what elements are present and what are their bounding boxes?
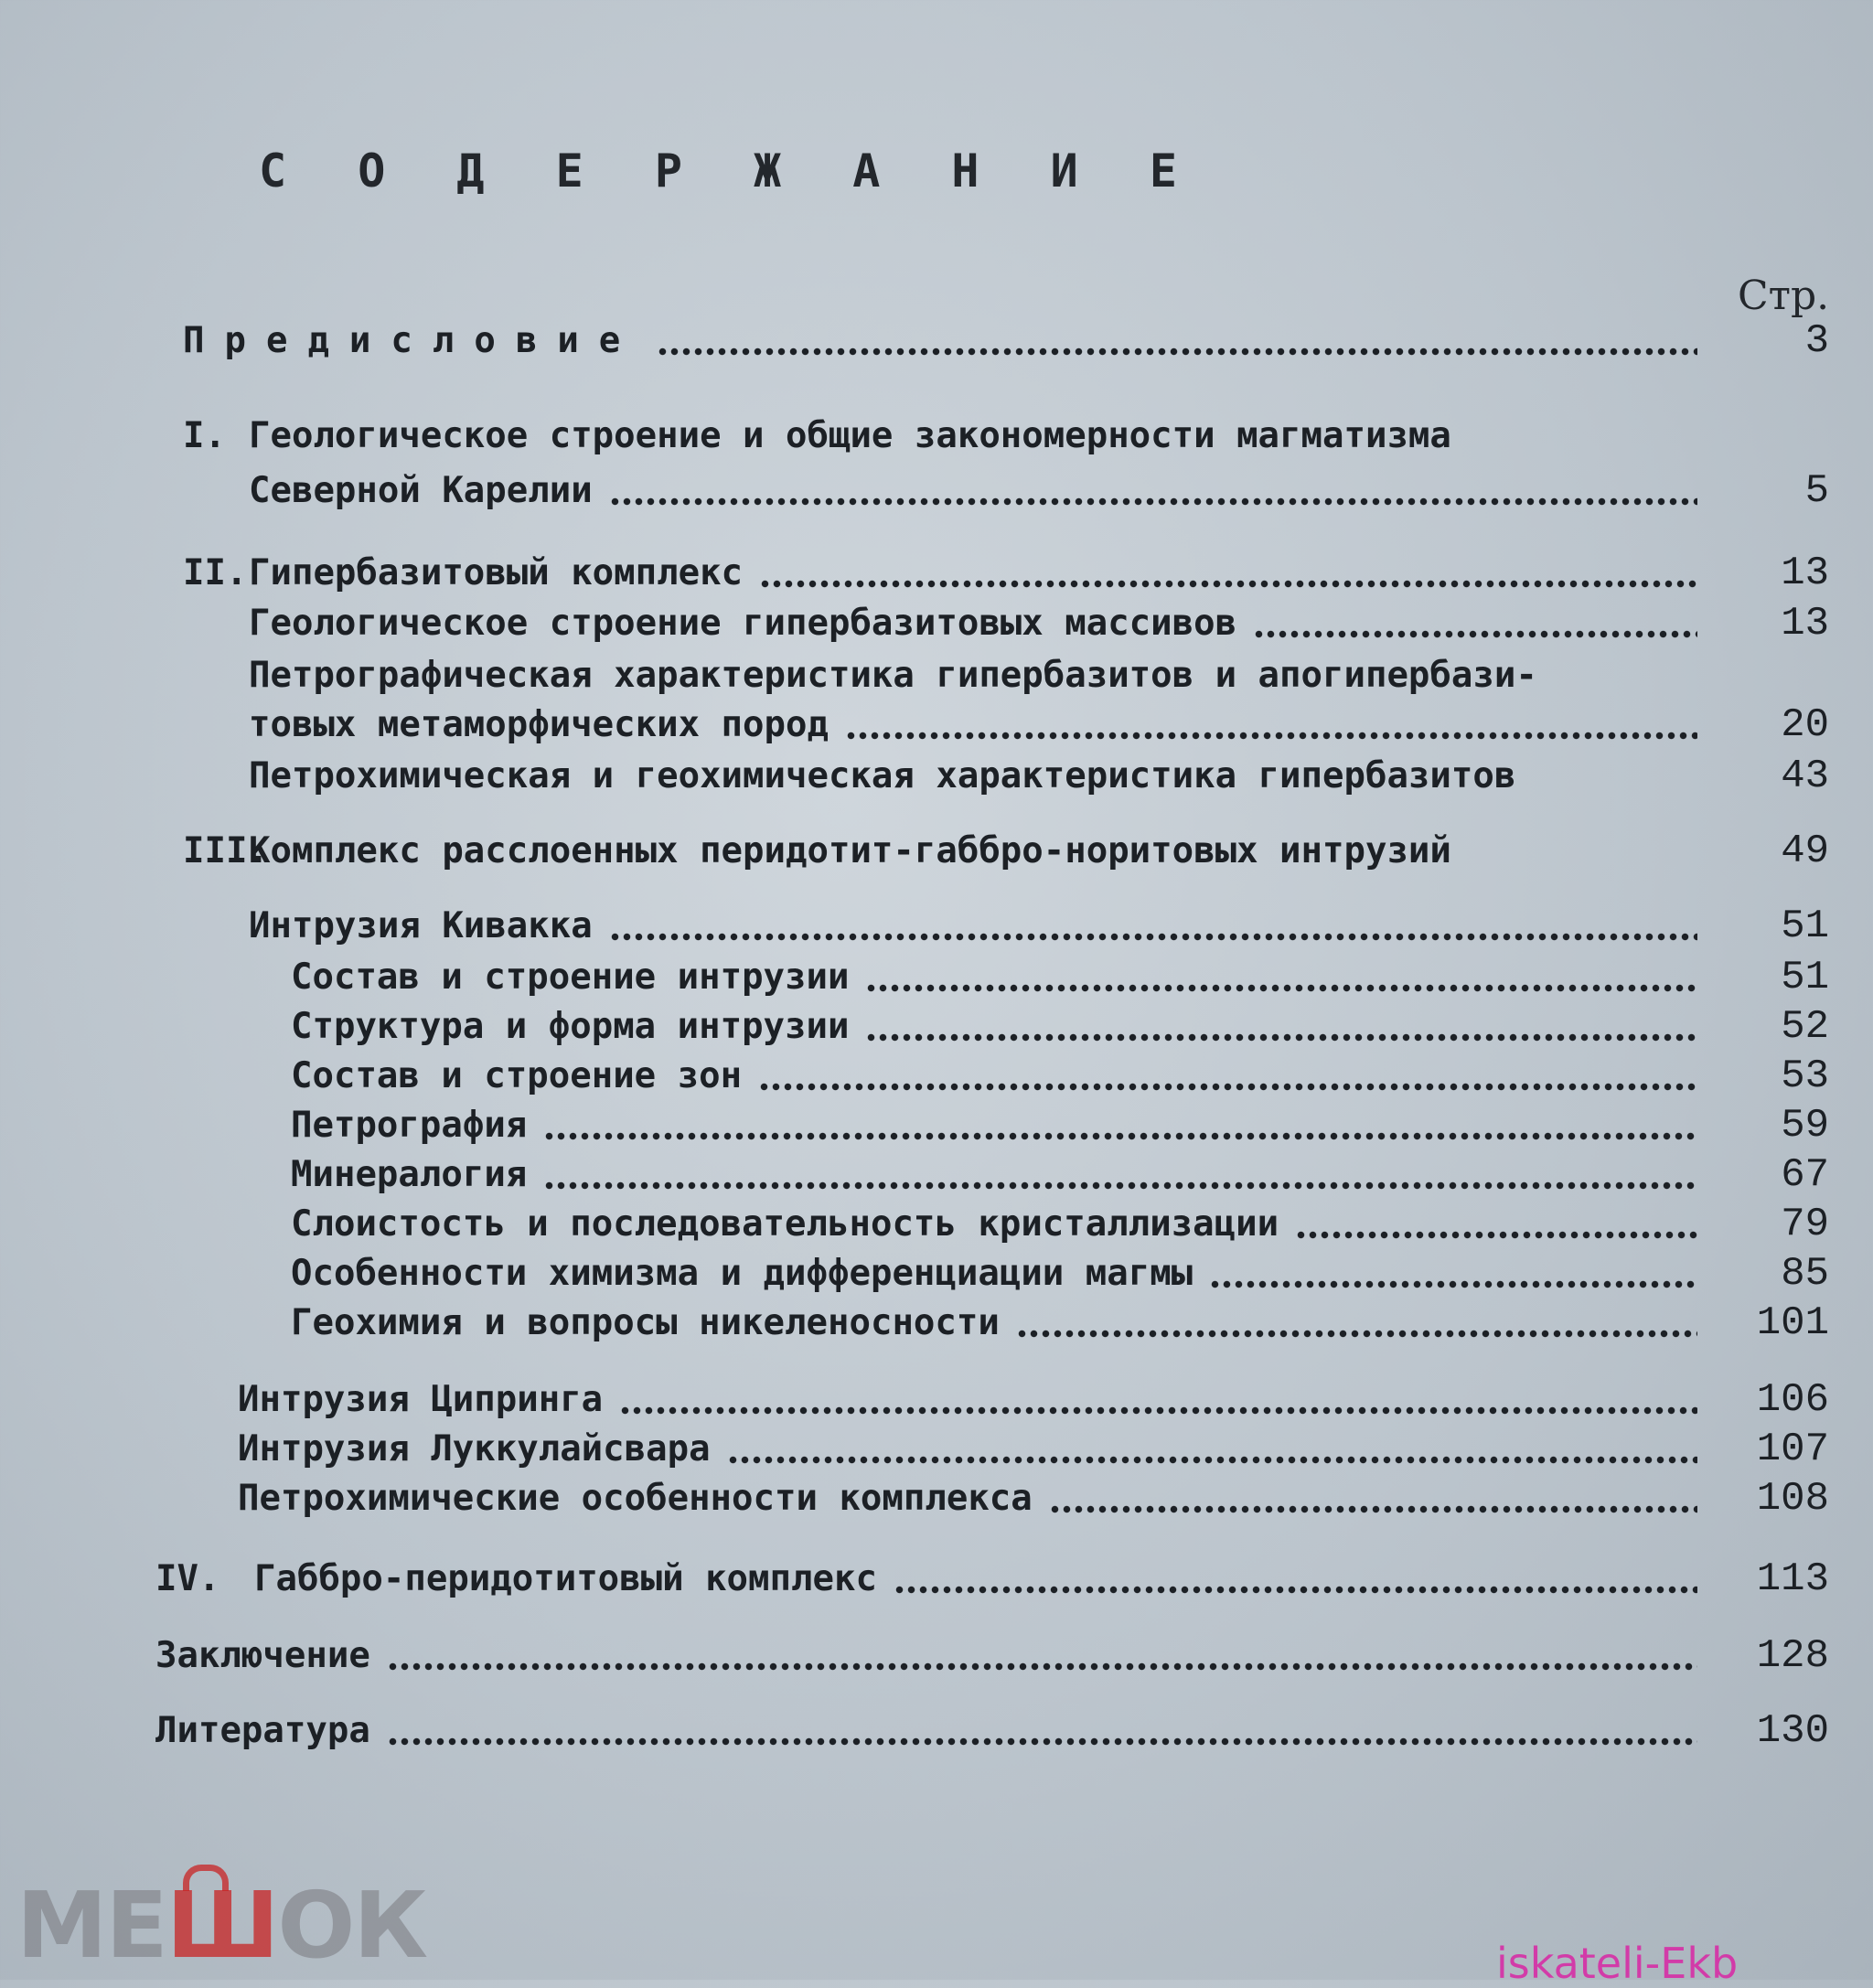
dot-leader (759, 580, 1697, 588)
toc-entry-chapter-4 (155, 1555, 1829, 1604)
toc-entry-title-continued: товых метаморфических пород (249, 704, 829, 745)
toc-page-number: 51 (1781, 955, 1829, 1000)
logo-text-start: МЕ (16, 1871, 166, 1979)
toc-page-number: 5 (1804, 468, 1829, 514)
dot-leader (865, 1033, 1697, 1042)
toc-entry-title: Комплекс расслоенных перидотит-габбро-норитовых интрузий (249, 830, 1451, 871)
chapter-number: I. (183, 415, 226, 456)
dot-leader (619, 1406, 1697, 1415)
toc-entry-title: Слоистость и последовательность кристаллизации (291, 1203, 1279, 1245)
toc-entry-line (249, 651, 1537, 700)
dot-leader (1016, 1330, 1697, 1338)
toc-entry-sub-subsection (291, 1052, 1829, 1101)
dot-leader (865, 984, 1697, 992)
toc-page-number: 79 (1781, 1202, 1829, 1247)
toc-entry-title: Гипербазитовый комплекс (249, 552, 744, 593)
dot-leader (609, 933, 1697, 941)
toc-entry-chapter-3 (183, 827, 1829, 876)
toc-page-number: 13 (1781, 601, 1829, 647)
logo-accent-text: Ш (166, 1871, 278, 1979)
dot-leader (845, 732, 1697, 740)
toc-entry-title: Структура и форма интрузии (291, 1006, 850, 1047)
toc-page-number: 128 (1756, 1633, 1829, 1679)
toc-entry-subsection (238, 1474, 1829, 1523)
dot-leader (1049, 1505, 1697, 1513)
toc-entry-sub-subsection (291, 953, 1829, 1002)
toc-page-number: 85 (1781, 1251, 1829, 1297)
logo-accent-letter (166, 1872, 278, 1979)
toc-entry-subsection (249, 599, 1829, 648)
toc-page-number: 113 (1756, 1556, 1829, 1602)
logo-text-end: ОК (277, 1871, 427, 1979)
bag-handle-icon (183, 1865, 229, 1891)
dot-leader (758, 1083, 1697, 1091)
chapter-number: IV. (155, 1558, 220, 1599)
toc-entry-title: Геохимия и вопросы никеленосности (291, 1302, 1000, 1343)
toc-page-number: 59 (1781, 1103, 1829, 1149)
toc-entry-title: Петрография (291, 1105, 528, 1146)
toc-page-number: 43 (1781, 754, 1829, 799)
dot-leader (894, 1586, 1697, 1594)
toc-entry-title: Состав и строение зон (291, 1055, 743, 1096)
toc-entry-sub-subsection (291, 1150, 1829, 1200)
toc-entry-title: Минералогия (291, 1154, 528, 1195)
dot-leader (657, 347, 1697, 356)
toc-entry-title: Петрографическая характеристика гипербазитов и апогипербази- (249, 655, 1537, 696)
toc-entry-title: Заключение (155, 1635, 370, 1676)
toc-entry-sub-subsection (291, 1249, 1829, 1299)
meshok-logo (16, 1871, 427, 1979)
toc-entry-sub-subsection (291, 1200, 1829, 1249)
toc-entry-subsection (249, 700, 1829, 750)
dot-leader (387, 1737, 1697, 1746)
toc-entry-sub-subsection (291, 1299, 1829, 1348)
dot-leader (543, 1181, 1697, 1190)
toc-entry-title: Петрохимические особенности комплекса (238, 1478, 1033, 1519)
toc-entry-title: Интрузия Кивакка (249, 905, 593, 946)
toc-entry-title: Интрузия Ципринга (238, 1379, 604, 1420)
dot-leader (609, 497, 1697, 506)
dot-leader (1209, 1280, 1697, 1288)
toc-page-number: 101 (1756, 1300, 1829, 1346)
toc-entry-title: Литература (155, 1710, 370, 1751)
toc-entry-sub-subsection (291, 1002, 1829, 1052)
chapter-number: III. (183, 830, 269, 871)
toc-entry-chapter-2 (183, 549, 1829, 598)
toc-entry-line (183, 411, 1451, 461)
toc-entry-conclusion (155, 1631, 1829, 1681)
toc-entry-title: Габбро-перидотитовый комплекс (254, 1558, 877, 1599)
toc-entry-title: Состав и строение интрузии (291, 957, 850, 998)
seller-watermark: iskateli-Ekb (1496, 1939, 1739, 1988)
toc-entry-chapter-1 (249, 466, 1829, 516)
toc-page-number: 3 (1804, 318, 1829, 364)
toc-page-number: 51 (1781, 903, 1829, 949)
toc-page-number: 107 (1756, 1427, 1829, 1472)
dot-leader (387, 1662, 1697, 1671)
toc-entry-title: Интрузия Луккулайсвара (238, 1428, 711, 1470)
page-title: С О Д Е Р Ж А Н И Е (259, 144, 1199, 198)
toc-page-number: 53 (1781, 1053, 1829, 1099)
toc-entry-subsection (249, 902, 1829, 951)
page-column-label: Стр. (1738, 273, 1830, 319)
dot-leader (727, 1456, 1697, 1464)
toc-entry-title: Геологическое строение и общие закономерности магматизма (249, 415, 1451, 456)
toc-page-number: 108 (1756, 1476, 1829, 1522)
toc-entry-sub-subsection (291, 1101, 1829, 1150)
toc-entry-title: Геологическое строение гипербазитовых массивов (249, 603, 1237, 644)
toc-page-number: 52 (1781, 1004, 1829, 1050)
toc-entry-title-continued: Северной Карелии (249, 470, 593, 511)
dot-leader (1532, 783, 1697, 791)
dot-leader (1253, 630, 1697, 638)
toc-entry-title: Предисловие (183, 320, 641, 361)
toc-entry-title: Особенности химизма и дифференциации магмы (291, 1253, 1193, 1294)
toc-page-number: 20 (1781, 702, 1829, 748)
toc-page-number: 106 (1756, 1377, 1829, 1423)
toc-entry-subsection (238, 1375, 1829, 1425)
toc-entry-references (155, 1706, 1829, 1756)
chapter-number: II. (183, 552, 248, 593)
toc-entry-preface (183, 316, 1829, 366)
toc-page-number: 67 (1781, 1152, 1829, 1198)
dot-leader (1295, 1231, 1697, 1239)
toc-page-number: 13 (1781, 550, 1829, 596)
dot-leader (1468, 858, 1697, 866)
toc-entry-title: Петрохимическая и геохимическая характеристика гипербазитов (249, 755, 1516, 796)
toc-entry-subsection (238, 1425, 1829, 1474)
dot-leader (543, 1132, 1697, 1140)
toc-page-number: 130 (1756, 1708, 1829, 1754)
toc-entry-subsection (249, 752, 1829, 801)
toc-page-number: 49 (1781, 828, 1829, 874)
